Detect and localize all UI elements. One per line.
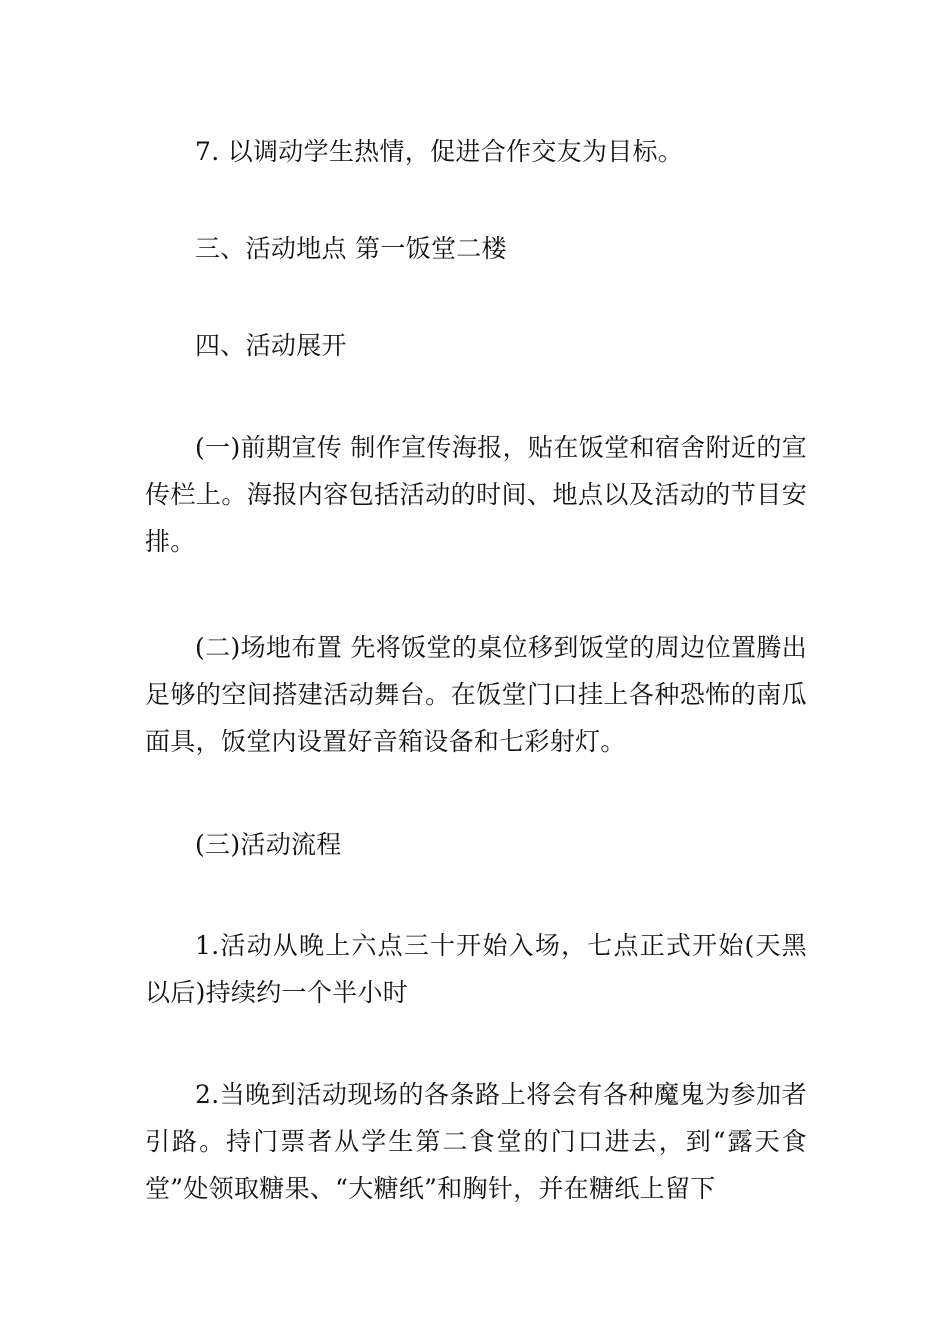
paragraph-publicity: (一)前期宣传 制作宣传海报，贴在饭堂和宿舍附近的宣传栏上。海报内容包括活动的时间、地点以及活动的节目安排。 [145, 433, 807, 556]
paragraph-process-step-2: 2.当晚到活动现场的各条路上将会有各种魔鬼为参加者引路。持门票者从学生第二食堂的门口进去，到“露天食堂”处领取糖果、“大糖纸”和胸针，并在糖纸上留下 [145, 1080, 807, 1203]
heading-activity-location: 三、活动地点 第一饭堂二楼 [195, 234, 507, 263]
paragraph-goal-7: 7. 以调动学生热情，促进合作交友为目标。 [195, 137, 684, 166]
heading-activity-development: 四、活动展开 [195, 331, 347, 360]
heading-activity-process: (三)活动流程 [195, 830, 342, 859]
paragraph-venue-setup: (二)场地布置 先将饭堂的桌位移到饭堂的周边位置腾出足够的空间搭建活动舞台。在饭堂门口挂上各种恐怖的南瓜面具，饭堂内设置好音箱设备和七彩射灯。 [145, 633, 807, 756]
paragraph-process-step-1: 1.活动从晚上六点三十开始入场，七点正式开始(天黑以后)持续约一个半小时 [145, 931, 807, 1007]
